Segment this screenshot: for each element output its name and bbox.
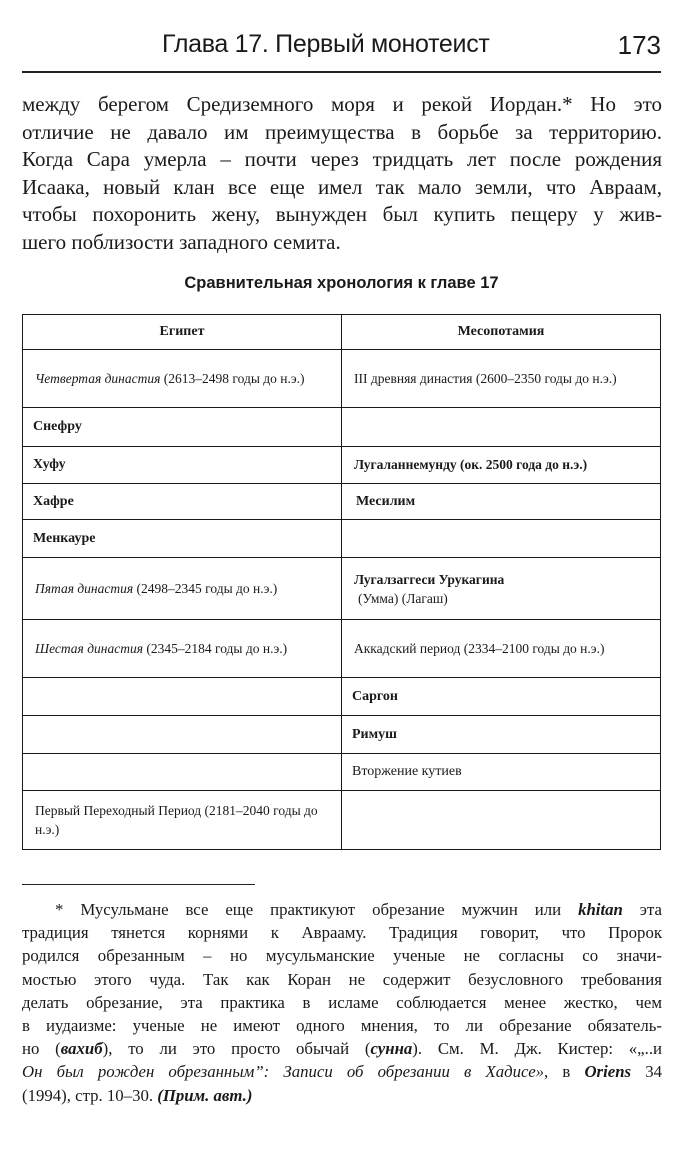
footnote-line: но (вахиб), то ли это просто обычай (сунна). См. М. Дж. Кистер: «„..и [22,1039,663,1059]
column-header-mesopotamia: Месопотамия [342,315,661,350]
table-cell [342,520,661,558]
body-line: шего поблизости западного семита. [22,229,341,254]
table-cell: Вторжение кутиев [342,754,661,791]
table-row [23,791,661,850]
footnote-line: традиция тянется корнями к Аврааму. Традиция говорит, что Пророк [22,923,662,943]
table-cell: Пятая династия (2498–2345 годы до н.э.) [23,558,342,620]
table-cell [23,678,342,716]
table-row [23,620,661,678]
table-cell: Хуфу [23,447,342,484]
table-cell: Месилим [342,484,661,520]
body-line: между берегом Средиземного моря и рекой Иордан.* Но это [22,92,662,116]
footnote-line: * Мусульмане все еще практикуют обрезание мужчин или khitan эта [55,900,662,919]
table-cell: III древняя династия (2600–2350 годы до н.э.) [342,350,661,408]
table-cell [23,754,342,791]
table-cell: Снефру [23,408,342,447]
table-row [23,350,661,408]
chronology-table [22,314,661,850]
table-cell: Римуш [342,716,661,754]
footnote-line: делать обрезание, эта практика в исламе соблюдается менее жестко, чем [22,992,662,1012]
table-cell [23,716,342,754]
table-row [23,484,661,520]
page-number: 173 [617,30,661,60]
footnote-line: Он был рожден обрезанным”: Записи об обрезании в Хадисе», в Oriens 34 [22,1062,662,1082]
table-row [23,558,661,620]
footnote-line: в иудаизме: ученые не имеют одного мнения, то ли обрезание обязатель- [22,1016,662,1036]
body-paragraph [22,91,662,257]
footnote-line: (1994), стр. 10–30. (Прим. авт.) [22,1085,253,1105]
table-cell: Четвертая династия (2613–2498 годы до н.э.) [23,350,342,408]
chapter-title: Глава 17. Первый монотеист [162,30,490,58]
table-row [23,520,661,558]
footnote [22,898,662,1107]
table-row [23,678,661,716]
table-cell: Лугаланнемунду (ок. 2500 года до н.э.) [342,447,661,484]
column-header-egypt: Египет [23,315,342,350]
table-cell: Менкауре [23,520,342,558]
table-cell: Хафре [23,484,342,520]
table-row [23,447,661,484]
body-line: Исаака, новый клан все еще имел так мало земли, что Авраам, [22,174,662,199]
table-cell [342,791,661,850]
body-line: Когда Сара умерла – почти через тридцать лет после рождения [22,147,662,172]
table-row [23,408,661,447]
header-rule [22,71,661,73]
footnote-line: родился обрезанным – но мусульманские ученые не согласны со значи- [22,946,662,966]
running-header [22,28,661,70]
table-cell: Первый Переходный Период (2181–2040 годы до н.э.) [23,791,342,850]
table-row [23,754,661,791]
table-cell: Аккадский период (2334–2100 годы до н.э.) [342,620,661,678]
table-cell [342,408,661,447]
table-cell: Саргон [342,678,661,716]
footnote-line: мостью этого чуда. Так как Коран не содержит безусловного требования [22,969,662,989]
body-line: чтобы похоронить жену, вынужден был купить пещеру у жив- [22,202,662,227]
table-row [23,716,661,754]
body-line: отличие не давало им преимущества в борьбе за территорию. [22,119,662,144]
footnote-rule [22,884,255,885]
table-caption: Сравнительная хронология к главе 17 [184,274,499,292]
table-header-row [23,315,661,350]
table-cell: Шестая династия (2345–2184 годы до н.э.) [23,620,342,678]
table-cell: Лугалзаггеси Урукагина (Умма) (Лагаш) [342,558,661,620]
